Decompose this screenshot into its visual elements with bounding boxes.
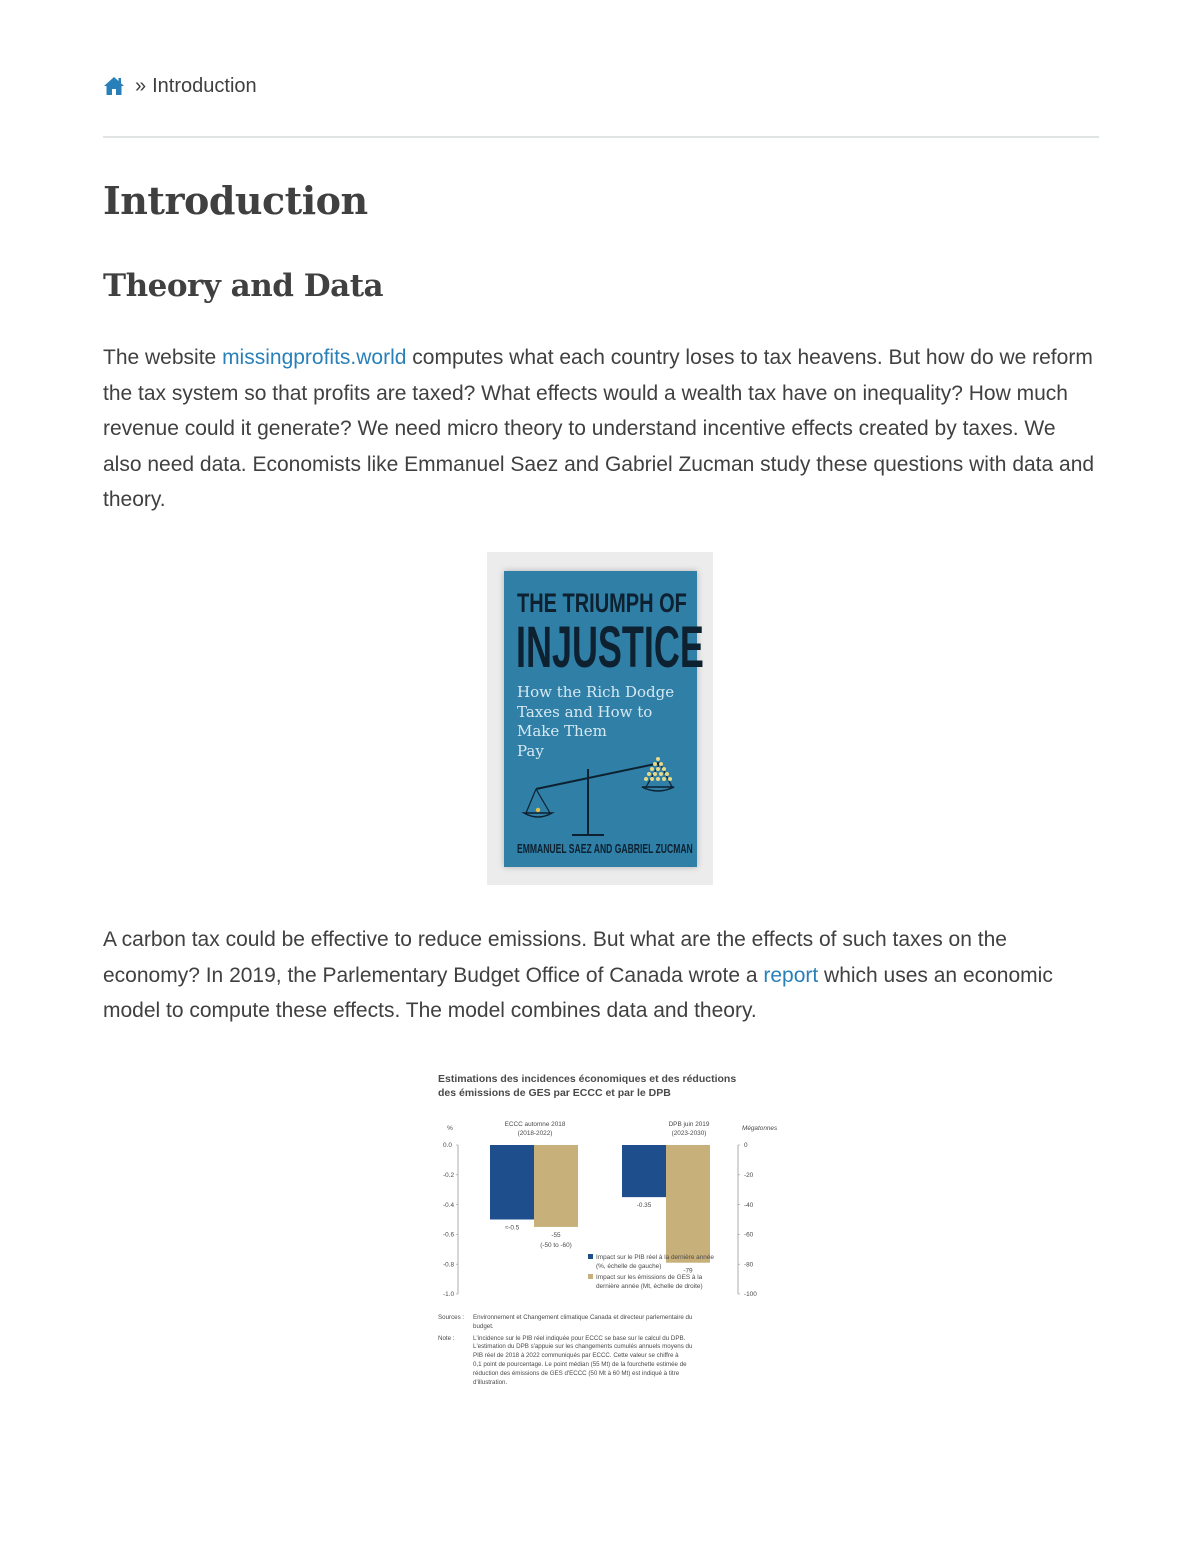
right-tick-label: -80 xyxy=(744,1261,754,1269)
figure-title-line: des émissions de GES par ECCC et par le DPB xyxy=(438,1086,671,1099)
gdp-impact-bar xyxy=(490,1145,534,1220)
breadcrumb-current: Introduction xyxy=(152,74,257,97)
group-label: (2023-2030) xyxy=(671,1130,707,1137)
balance-scale-icon xyxy=(532,755,672,841)
left-tick-label: -1.0 xyxy=(443,1291,455,1299)
group-label: ECCC automne 2018 xyxy=(504,1121,566,1128)
figure-bar-chart xyxy=(438,1114,778,1309)
note-label: Note : xyxy=(438,1334,455,1342)
legend-label-gdp: Impact sur le PIB réel à la dernière année xyxy=(596,1254,714,1261)
note-line: réduction des émissions de GES d'ECCC (50 Mt à 60 Mt) est indiqué à titre xyxy=(473,1369,680,1377)
emissions-impact-bar xyxy=(666,1145,710,1263)
note-line: d'illustration. xyxy=(473,1378,508,1386)
note-line: L'estimation du DPB s'appuie sur les changements cumulés annuels moyens du xyxy=(473,1343,693,1351)
gdp-value-label: ≈-0.5 xyxy=(504,1224,520,1232)
figure-title xyxy=(438,1073,768,1100)
right-tick-label: -100 xyxy=(744,1291,757,1299)
right-tick-label: -40 xyxy=(744,1201,754,1209)
left-tick-label: -0.4 xyxy=(443,1201,455,1209)
left-tick-label: -0.6 xyxy=(443,1231,455,1239)
breadcrumb xyxy=(103,72,257,100)
page-title: Introduction xyxy=(103,178,368,223)
paragraph1-text-before: The website xyxy=(103,346,223,369)
gdp-impact-bar xyxy=(622,1145,666,1197)
legend-swatch-gdp xyxy=(588,1254,593,1259)
legend-label-emissions: dernière année (Mt, échelle de droite) xyxy=(596,1283,703,1290)
book-subtitle-line: How the Rich Dodge xyxy=(517,683,675,701)
sources-label: Sources : xyxy=(438,1314,465,1321)
paragraph2-text-before: A carbon tax could be effective to reduce emissions. But what are the effects of such taxes on the economy? In 2019, the Parlementary Budget Office of Canada wrote a xyxy=(103,928,1007,987)
report-link[interactable]: report xyxy=(763,963,819,987)
figure-notes xyxy=(438,1314,768,1387)
sources-line: Environnement et Changement climatique Canada et directeur parlementaire du xyxy=(473,1314,693,1321)
emissions-range-label: (-50 to -60) xyxy=(540,1241,572,1249)
home-icon[interactable] xyxy=(103,76,125,96)
right-tick-label: 0 xyxy=(744,1142,748,1150)
sources-text xyxy=(473,1314,753,1332)
left-tick-label: -0.8 xyxy=(443,1261,455,1269)
gdp-value-label: -0.35 xyxy=(636,1202,652,1210)
book-subtitle-line: Pay xyxy=(517,741,544,760)
book-authors: EMMANUEL SAEZ AND GABRIEL ZUCMAN xyxy=(517,841,693,856)
left-tick-label: -0.2 xyxy=(443,1172,455,1179)
book-subtitle-line: Taxes and How to xyxy=(517,702,653,721)
paragraph-carbon-tax xyxy=(103,922,1099,1029)
right-tick-label: -60 xyxy=(744,1231,754,1239)
group-label: DPB juin 2019 xyxy=(668,1121,710,1128)
breadcrumb-separator: » xyxy=(135,74,147,97)
paragraph2-text-after: which uses an economic model to compute these effects. The model combines data and theory. xyxy=(103,963,1053,1022)
group-label: (2018-2022) xyxy=(517,1130,553,1137)
legend-label-emissions: Impact sur les émissions de GES à la xyxy=(596,1274,703,1281)
figure-title-line: Estimations des incidences économiques et des réductions xyxy=(438,1073,737,1085)
sources-line: budget. xyxy=(473,1322,494,1330)
emissions-value-label: -79 xyxy=(683,1267,693,1275)
right-tick-label: -20 xyxy=(744,1172,754,1179)
legend-label-gdp: (%, échelle de gauche) xyxy=(596,1263,662,1270)
note-line: 0,1 point de pourcentage. Le point médian (55 Mt) de la fourchette estimée de xyxy=(473,1360,687,1368)
paragraph1-text-after: computes what each country loses to tax heavens. But how do we reform the tax system so that profits are taxed? What effects would a wealth tax have on inequality? How much revenue could it generate? We need micro theory to understand incentive effects created by taxes. We also need data. Economists like Emmanuel Saez and Gabriel Zucman study these questions with data and theory. xyxy=(103,346,1095,511)
figure-note xyxy=(438,1335,768,1388)
emissions-value-label: -55 xyxy=(551,1231,561,1239)
right-axis-label: Mégatonnes xyxy=(742,1125,778,1132)
paragraph-missing-profits xyxy=(103,340,1099,518)
emissions-impact-bar xyxy=(534,1145,578,1227)
book-cover xyxy=(504,571,704,867)
note-text xyxy=(473,1335,753,1388)
pbo-figure xyxy=(438,1070,778,1410)
note-line: PIB réel de 2018 à 2022 communiqués par ECCC. Cette valeur se chiffre à xyxy=(473,1352,679,1360)
legend-swatch-emissions xyxy=(588,1274,593,1279)
left-tick-label: 0.0 xyxy=(443,1142,452,1150)
left-axis-label: % xyxy=(447,1125,453,1132)
book-title-line2: INJUSTICE xyxy=(516,615,704,680)
book-subtitle xyxy=(517,683,697,761)
book-subtitle-line: Make Them xyxy=(517,722,607,740)
note-line: L'incidence sur le PIB réel indiquée pour ECCC se base sur le calcul du DPB. xyxy=(473,1334,686,1342)
figure-sources xyxy=(438,1314,768,1332)
header-divider xyxy=(103,136,1099,138)
book-title-line1: THE TRIUMPH OF xyxy=(517,588,687,618)
section-title: Theory and Data xyxy=(103,268,384,304)
missingprofits-link[interactable]: missingprofits.world xyxy=(222,346,407,369)
book-cover-image xyxy=(487,552,713,885)
